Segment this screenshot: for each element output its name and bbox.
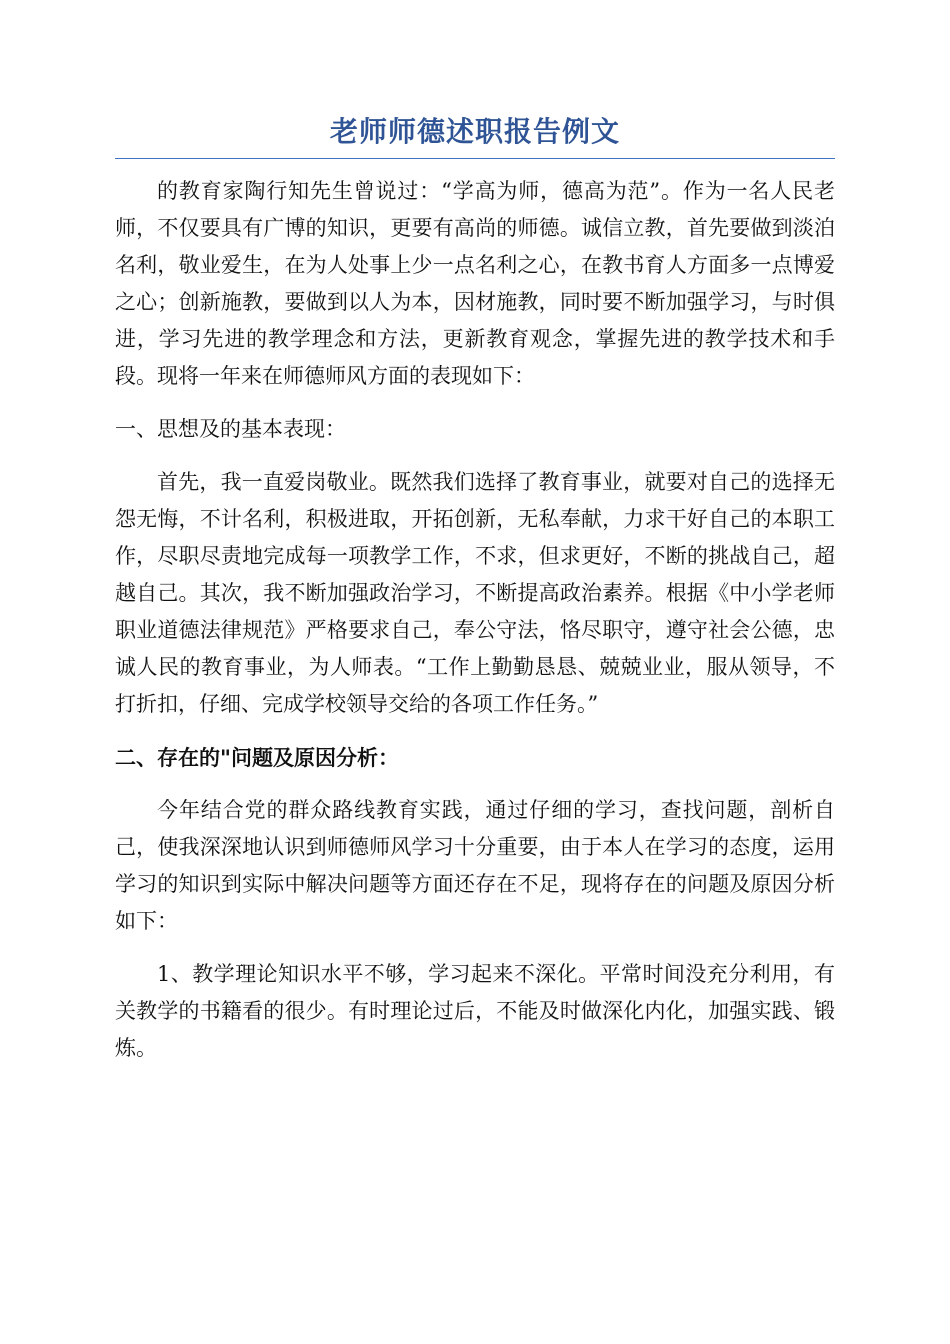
section-2-paragraph: 今年结合党的群众路线教育实践，通过仔细的学习，查找问题，剖析自己，使我深深地认识到师德师风学习十分重要，由于本人在学习的态度，运用学习的知识到实际中解决问题等方面还存在不足，现将存在的问题及原因分析如下： bbox=[115, 798, 835, 933]
section-heading-1: 一、思想及的基本表现： bbox=[115, 417, 346, 441]
section-heading-2: 二、存在的"问题及原因分析： bbox=[115, 745, 399, 770]
title-underline bbox=[115, 158, 835, 159]
document-title: 老师师德述职报告例文 bbox=[329, 115, 620, 148]
list-item-1-paragraph: 1、教学理论知识水平不够，学习起来不深化。平常时间没充分利用，有关教学的书籍看的很少。有时理论过后，不能及时做深化内化，加强实践、锻炼。 bbox=[115, 962, 835, 1060]
intro-paragraph: 的教育家陶行知先生曾说过：“学高为师，德高为范”。作为一名人民老师，不仅要具有广博的知识，更要有高尚的师德。诚信立教，首先要做到淡泊名利，敬业爱生，在为人处事上少一点名利之心，在教书育人方面多一点博爱之心；创新施教，要做到以人为本，因材施教，同时要不断加强学习，与时俱进，学习先进的教学理念和方法，更新教育观念，掌握先进的教学技术和手段。现将一年来在师德师风方面的表现如下： bbox=[115, 179, 835, 388]
document-page bbox=[115, 108, 835, 1083]
section-1-paragraph: 首先，我一直爱岗敬业。既然我们选择了教育事业，就要对自己的选择无怨无悔，不计名利，积极进取，开拓创新，无私奉献，力求干好自己的本职工作，尽职尽责地完成每一项教学工作，不求，但求更好，不断的挑战自己，超越自己。其次，我不断加强政治学习，不断提高政治素养。根据《中小学老师职业道德法律规范》严格要求自己，奉公守法，恪尽职守，遵守社会公德，忠诚人民的教育事业，为人师表。“工作上勤勤恳恳、兢兢业业，服从领导，不打折扣，仔细、完成学校领导交给的各项工作任务。” bbox=[115, 470, 835, 716]
